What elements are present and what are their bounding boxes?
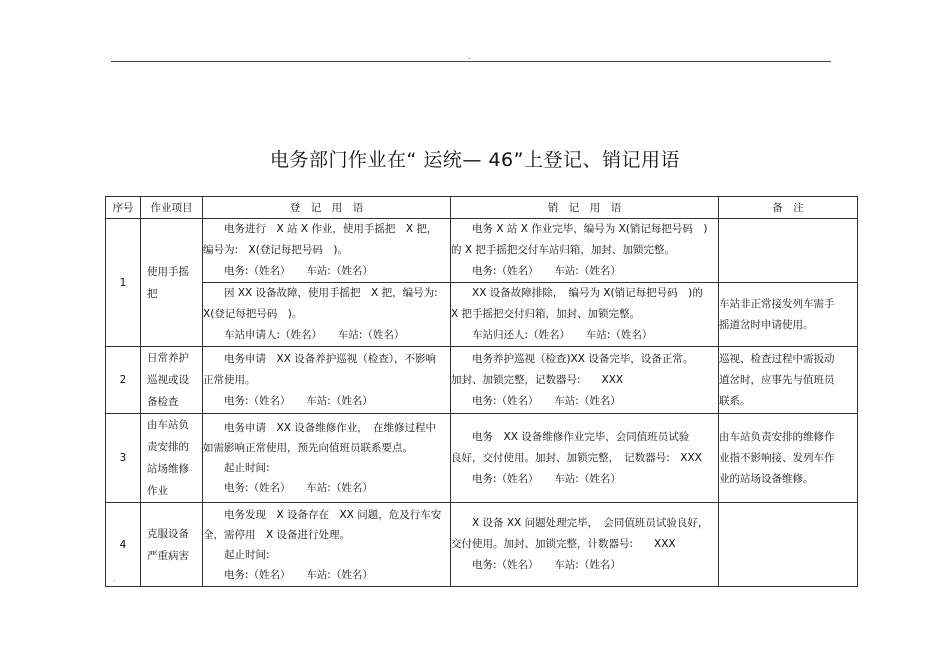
remark-line: 道岔时，应事先与值班员: [719, 373, 835, 386]
document-title: 电务部门作业在“ 运统— 46”上登记、销记用语: [270, 149, 680, 171]
text-line: XX 设备故障排除， 编号为 X(销记每把号码 )的: [472, 287, 703, 299]
remark-text: [719, 347, 858, 414]
remark-line: 由车站负责安排的维修作: [719, 430, 835, 443]
text-line: 的 X 把手摇把交付车站归箱，加封、加锁完整。: [451, 244, 675, 256]
work-item-line: 备检查: [147, 396, 179, 408]
row-number: 3: [106, 414, 141, 503]
text-line: 编号为: X(登记每把号码 )。: [203, 244, 348, 256]
text-line: 电务发现 X 设备存在 XX 问题，危及行车安: [224, 508, 442, 521]
text-line: 交付使用。加封、加锁完整，计数器号: XXX: [451, 538, 676, 550]
work-item-line: 作业: [147, 485, 168, 497]
text-line: X(登记每把号码 )。: [203, 308, 303, 320]
signature-line: 车站申请人:（姓名） 车站:（姓名）: [224, 329, 405, 341]
text-line: 因 XX 设备故障，使用手摇把 X 把，编号为:: [224, 287, 438, 299]
text-line: 电务进行 X 站 X 作业，使用手摇把 X 把，: [224, 223, 438, 235]
header-no: 序号: [106, 197, 141, 219]
remark-empty: [719, 503, 858, 587]
table-row: [106, 414, 858, 503]
text-line: X 把手摇把交付归箱，加封、加锁完整。: [451, 308, 641, 320]
table-row: [106, 347, 858, 414]
signature-line: 车站归还人:（姓名） 车站:（姓名）: [472, 329, 653, 341]
header-item: 作业项目: [141, 197, 203, 219]
footer-mark: .: [113, 574, 116, 583]
remark-text: [719, 283, 858, 347]
signature-line: 电务:（姓名） 车站:（姓名）: [224, 394, 373, 407]
work-item-line: 把: [147, 287, 158, 300]
register-text: [203, 283, 451, 347]
row-number: 2: [106, 347, 141, 414]
table-row: [106, 219, 858, 283]
register-table: [105, 196, 858, 587]
table-header-row: [106, 197, 858, 219]
work-item: [141, 503, 203, 587]
signature-line: 电务:（姓名） 车站:（姓名）: [472, 394, 621, 407]
work-item-line: 站场维修: [147, 463, 189, 475]
text-line: 电务申请 XX 设备养护巡视（检查），不影响: [224, 352, 436, 365]
header-rule: [111, 61, 831, 62]
table-row: [106, 283, 858, 347]
row-number: 1: [106, 219, 141, 347]
signature-line: 电务:（姓名） 车站:（姓名）: [472, 559, 621, 571]
work-item-line: 日常养护: [147, 352, 189, 364]
register-text: [203, 219, 451, 283]
time-line: 起止时间:: [224, 462, 270, 474]
text-line: 正常使用。: [203, 373, 256, 386]
work-item-line: 使用手摇: [147, 265, 189, 278]
text-line: 良好，交付使用。加封、加锁完整， 记数器号: XXX: [451, 451, 702, 464]
row-number: 4: [106, 503, 141, 587]
text-line: 全，需停用 X 设备进行处理。: [203, 528, 351, 541]
table-row: [106, 503, 858, 587]
signature-line: 电务:（姓名） 车站:（姓名）: [224, 265, 373, 277]
header-remark: 备 注: [719, 197, 858, 219]
time-line: 起止时间:: [224, 548, 270, 561]
text-line: 电务 X 站 X 作业完毕，编号为 X(销记每把号码 ): [472, 223, 708, 235]
remark-line: 车站非正常接发列车需手: [719, 297, 835, 310]
register-text: [203, 347, 451, 414]
work-item-line: 克服设备: [147, 527, 189, 540]
signature-line: 电务:（姓名） 车站:（姓名）: [224, 482, 373, 494]
text-line: 电务申请 XX 设备维修作业， 在维修过程中: [224, 422, 436, 434]
remark-line: 业指不影响接、发列车作: [719, 451, 835, 464]
signature-line: 电务:（姓名） 车站:（姓名）: [472, 472, 621, 485]
work-item-line: 严重病害: [147, 549, 189, 562]
cancel-text: [451, 219, 719, 283]
remark-text: [719, 414, 858, 503]
header-cancel: 销 记 用 语: [451, 197, 719, 219]
work-item-line: 由车站负: [147, 419, 189, 431]
register-text: [203, 414, 451, 503]
work-item-line: 责安排的: [147, 441, 189, 453]
remark-line: 摇道岔时申请使用。: [719, 318, 814, 331]
text-line: 电务 XX 设备维修作业完毕，会同值班员试验: [472, 430, 690, 443]
remark-empty: [719, 219, 858, 283]
remark-line: 联系。: [719, 394, 751, 407]
remark-line: 业的站场设备维修。: [719, 472, 814, 485]
signature-line: 电务:（姓名） 车站:（姓名）: [224, 568, 373, 581]
work-item: [141, 347, 203, 414]
header-mark: .: [468, 52, 471, 61]
cancel-text: [451, 283, 719, 347]
work-item: [141, 414, 203, 503]
cancel-text: [451, 414, 719, 503]
work-item-line: 巡视或设: [147, 374, 189, 386]
cancel-text: [451, 503, 719, 587]
header-register: 登 记 用 语: [203, 197, 451, 219]
remark-line: 巡视、检查过程中需扳动: [719, 352, 835, 365]
text-line: 电务养护巡视（检查)XX 设备完毕，设备正常。: [472, 352, 694, 365]
text-line: X 设备 XX 问题处理完毕， 会同值班员试验良好，: [472, 517, 709, 529]
signature-line: 电务:（姓名） 车站:（姓名）: [472, 265, 621, 277]
cancel-text: [451, 347, 719, 414]
register-text: [203, 503, 451, 587]
text-line: 加封、加锁完整，记数器号: XXX: [451, 373, 624, 386]
work-item: [141, 219, 203, 347]
text-line: 如需影响正常使用，预先向值班员联系要点。: [203, 442, 413, 454]
